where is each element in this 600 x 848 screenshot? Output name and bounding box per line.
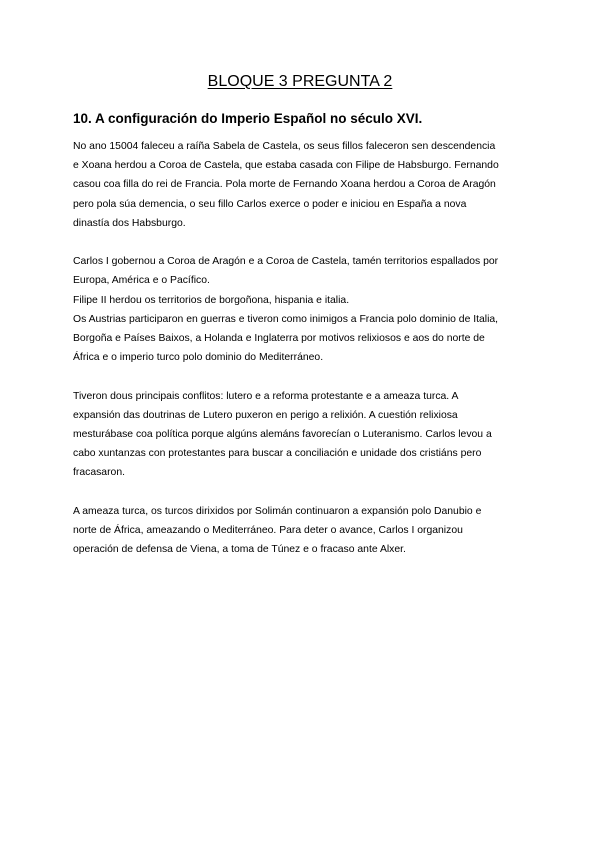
text-line: e Xoana herdou a Coroa de Castela, que estaba casada con Filipe de Habsburgo. Fernando <box>73 160 499 172</box>
text-line: operación de defensa de Viena, a toma de Túnez e o fracaso ante Alxer. <box>73 544 406 556</box>
paragraph-4 <box>73 502 535 560</box>
text-line: dinastía dos Habsburgo. <box>73 217 186 229</box>
document-body <box>73 137 535 579</box>
text-line: Europa, América e o Pacífico. <box>73 275 210 287</box>
paragraph-1 <box>73 137 535 233</box>
text-line: No ano 15004 faleceu a raíña Sabela de Castela, os seus fillos faleceron sen descendencia <box>73 141 496 152</box>
text-line: fracasaron. <box>73 467 125 479</box>
text-line: Filipe II herdou os territorios de borgoñona, hispania e italia. <box>73 294 350 306</box>
text-line: África e o imperio turco polo dominio do Mediterráneo. <box>73 352 324 364</box>
text-line: Borgoña e Países Baixos, a Holanda e Inglaterra por motivos relixiosos e aos do norte de <box>73 333 485 345</box>
paragraph-2 <box>73 252 535 367</box>
text-line: Carlos I gobernou a Coroa de Aragón e a Coroa de Castela, tamén territorios espallados por <box>73 256 499 268</box>
text-line: Os Austrias participaron en guerras e tiveron como inimigos a Francia polo dominio de Italia, <box>73 313 499 325</box>
text-line: mesturábase coa política porque algúns alemáns favorecían o Luteranismo. Carlos levou a <box>73 429 492 441</box>
text-line: cabo xuntanzas con protestantes para buscar a conciliación e unidade dos cristiáns pero <box>73 448 482 460</box>
text-line: expansión das doutrinas de Lutero puxeron en perigo a relixión. A cuestión relixiosa <box>73 409 458 421</box>
document-title: BLOQUE 3 PREGUNTA 2 <box>207 73 393 90</box>
text-line: casou coa filla do rei de Francia. Pola morte de Fernando Xoana herdou a Coroa de Aragón <box>73 179 496 191</box>
section-heading: 10. A configuración do Imperio Español no século XVI. <box>73 111 423 126</box>
paragraph-3 <box>73 387 535 483</box>
text-line: Tiveron dous principais conflitos: lutero e a reforma protestante e a ameaza turca. A <box>73 390 459 402</box>
text-line: pero pola súa demencia, o seu fillo Carlos exerce o poder e iniciou en España a nova <box>73 198 467 210</box>
text-line: norte de África, ameazando o Mediterráneo. Para deter o avance, Carlos I organizou <box>73 525 463 537</box>
text-line: A ameaza turca, os turcos dirixidos por Solimán continuaron a expansión polo Danubio e <box>73 505 482 517</box>
